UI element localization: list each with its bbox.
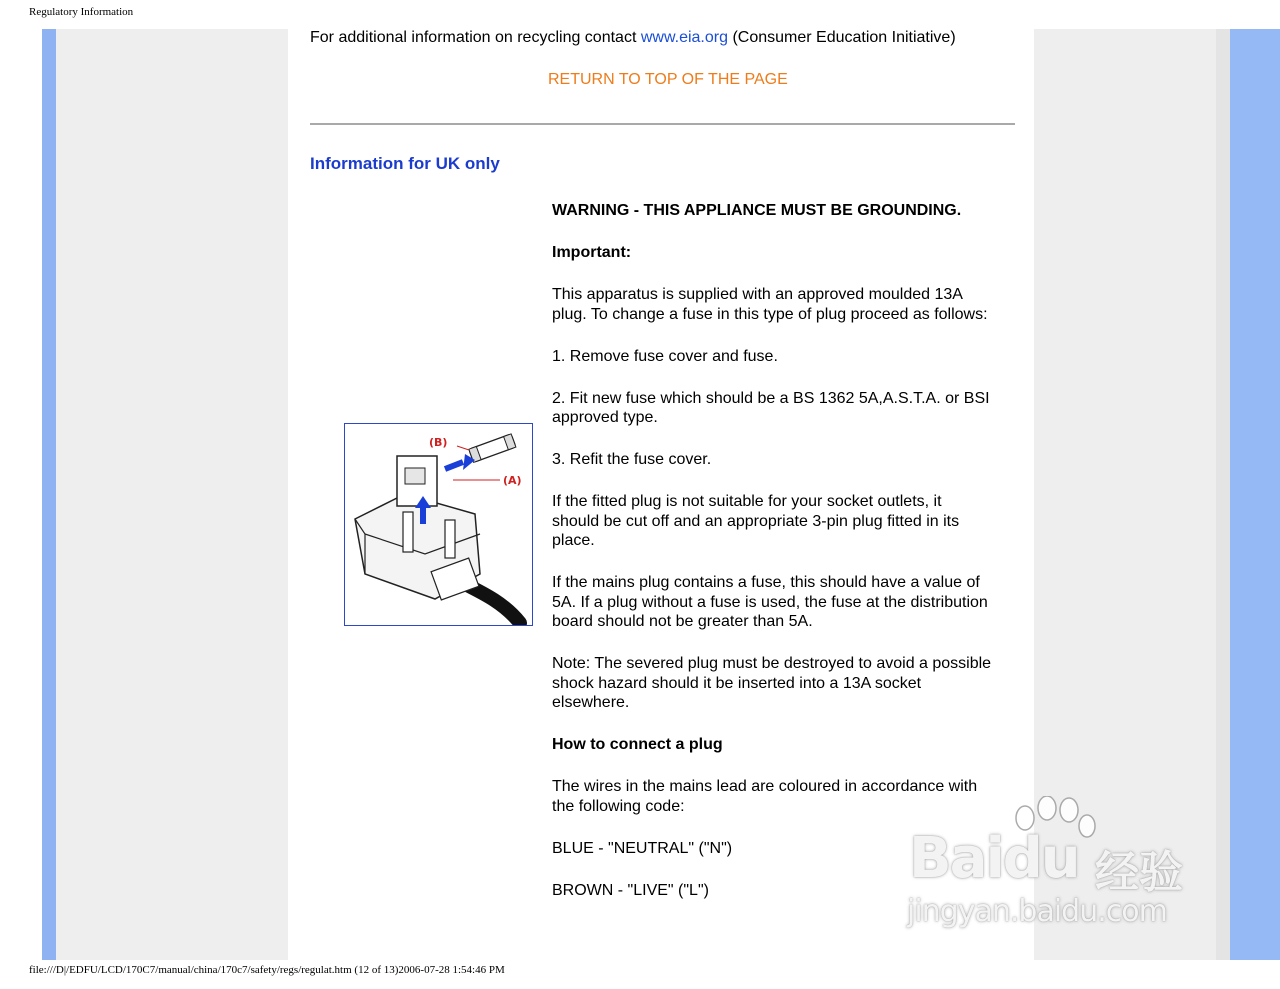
watermark-url: jingyan.baidu.com xyxy=(907,894,1167,929)
right-accent-bar xyxy=(1230,29,1280,960)
supply-paragraph: This apparatus is supplied with an approved moulded 13A plug. To change a fuse in this type of plug proceed as follows: xyxy=(552,286,988,323)
watermark-cn: 经验 xyxy=(1095,847,1183,898)
wires-intro: The wires in the mains lead are coloured in accordance with the following code: xyxy=(552,778,978,815)
step-1: 1. Remove fuse cover and fuse. xyxy=(552,347,778,365)
plug-fuse-diagram xyxy=(344,423,533,626)
wire-brown: BROWN - "LIVE" ("L") xyxy=(552,881,709,899)
connect-plug-heading: How to connect a plug xyxy=(552,736,723,753)
section-divider xyxy=(310,123,1015,125)
watermark-brand: Baidu xyxy=(909,826,1079,891)
print-footer: file:///D|/EDFU/LCD/170C7/manual/china/170c7/safety/regs/regulat.htm (12 of 13)2006-07-28 1:54:46 PM xyxy=(29,964,505,976)
recycling-suffix: (Consumer Education Initiative) xyxy=(728,29,956,46)
label-b: (B) xyxy=(429,436,448,449)
severed-plug-note: Note: The severed plug must be destroyed to avoid a possible shock hazard should it be inserted into a 13A socket elsewhere. xyxy=(552,655,992,711)
label-a: (A) xyxy=(503,474,522,487)
return-to-top-link[interactable]: RETURN TO TOP OF THE PAGE xyxy=(548,71,788,88)
eia-link[interactable]: www.eia.org xyxy=(640,29,728,46)
uk-section-heading: Information for UK only xyxy=(310,154,500,173)
baidu-watermark xyxy=(905,796,1205,941)
right-shade-strip xyxy=(1216,29,1230,960)
print-header: Regulatory Information xyxy=(29,6,134,18)
important-label: Important: xyxy=(552,244,632,261)
wire-blue: BLUE - "NEUTRAL" ("N") xyxy=(552,839,733,857)
recycling-prefix: For additional information on recycling contact xyxy=(310,29,641,46)
step-2: 2. Fit new fuse which should be a BS 1362 5A,A.S.T.A. or BSI approved type. xyxy=(552,389,990,426)
recycling-info xyxy=(310,29,956,47)
left-margin-panel xyxy=(56,29,288,960)
plug-fuse-illustration xyxy=(345,424,532,625)
unsuitable-plug-paragraph: If the fitted plug is not suitable for your socket outlets, it should be cut off and an appropriate 3-pin plug fitted in its place. xyxy=(552,493,960,549)
step-3: 3. Refit the fuse cover. xyxy=(552,451,712,468)
warning-text: WARNING - THIS APPLIANCE MUST BE GROUNDING. xyxy=(552,202,962,219)
fuse-value-paragraph: If the mains plug contains a fuse, this should have a value of 5A. If a plug without a fuse is used, the fuse at the distribution board should not be greater than 5A. xyxy=(552,574,988,630)
left-accent-bar xyxy=(42,29,56,960)
